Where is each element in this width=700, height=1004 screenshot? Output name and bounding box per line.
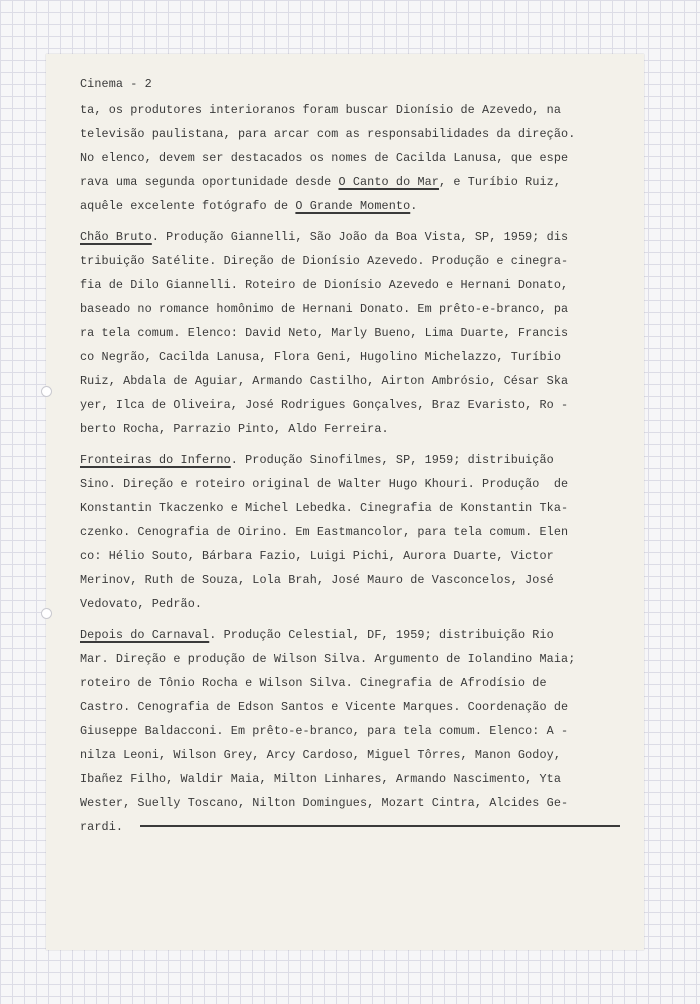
film-entry-line bbox=[80, 815, 622, 839]
page-text bbox=[80, 72, 622, 839]
intro-line bbox=[80, 170, 622, 194]
text-run: yer, Ilca de Oliveira, José Rodrigues Gonçalves, Braz Evaristo, Ro - bbox=[80, 398, 569, 412]
entry-gap bbox=[80, 218, 622, 225]
film-entry-line bbox=[80, 544, 622, 568]
text-run: rava uma segunda oportunidade desde bbox=[80, 175, 339, 189]
film-title: O Grande Momento bbox=[295, 199, 411, 213]
film-entry-line bbox=[80, 369, 622, 393]
film-title: O Canto do Mar bbox=[338, 175, 439, 189]
film-entry-line bbox=[80, 767, 622, 791]
end-rule bbox=[140, 825, 620, 827]
film-entry-line bbox=[80, 743, 622, 767]
text-run: baseado no romance homônimo de Hernani Donato. Em prêto-e-branco, pa bbox=[80, 302, 569, 316]
page-header: Cinema - 2 bbox=[80, 77, 152, 91]
text-run: roteiro de Tônio Rocha e Wilson Silva. Cinegrafia de Afrodísio de bbox=[80, 676, 547, 690]
text-run: . Produção Giannelli, São João da Boa Vista, SP, 1959; dis bbox=[151, 230, 569, 244]
text-run: aquêle excelente fotógrafo de bbox=[80, 199, 296, 213]
film-entry-line bbox=[80, 791, 622, 815]
film-entry-line bbox=[80, 719, 622, 743]
film-entry-line bbox=[80, 393, 622, 417]
film-entry-line bbox=[80, 448, 622, 472]
text-run: berto Rocha, Parrazio Pinto, Aldo Ferreira. bbox=[80, 422, 389, 436]
text-run: tribuição Satélite. Direção de Dionísio Azevedo. Produção e cinegra- bbox=[80, 254, 569, 268]
text-run: ta, os produtores interioranos foram buscar Dionísio de Azevedo, na bbox=[80, 103, 562, 117]
intro-line bbox=[80, 122, 622, 146]
entry-gap bbox=[80, 616, 622, 623]
film-entry-line bbox=[80, 695, 622, 719]
text-run: fia de Dilo Giannelli. Roteiro de Dionísio Azevedo e Hernani Donato, bbox=[80, 278, 569, 292]
film-entry-line bbox=[80, 297, 622, 321]
text-run: nilza Leoni, Wilson Grey, Arcy Cardoso, Miguel Tôrres, Manon Godoy, bbox=[80, 748, 562, 762]
text-run: czenko. Cenografia de Oirino. Em Eastmancolor, para tela comum. Elen bbox=[80, 525, 569, 539]
text-run: Sino. Direção e roteiro original de Walter Hugo Khouri. Produção de bbox=[80, 477, 569, 491]
film-entry-line bbox=[80, 321, 622, 345]
text-run: Merinov, Ruth de Souza, Lola Brah, José Mauro de Vasconcelos, José bbox=[80, 573, 554, 587]
film-entry-line bbox=[80, 417, 622, 441]
punch-hole bbox=[41, 608, 52, 619]
text-run: No elenco, devem ser destacados os nomes de Cacilda Lanusa, que espe bbox=[80, 151, 569, 165]
film-title: Chão Bruto bbox=[80, 230, 152, 244]
film-entry-line bbox=[80, 273, 622, 297]
entry-gap bbox=[80, 441, 622, 448]
punch-hole bbox=[41, 386, 52, 397]
film-entry-line bbox=[80, 225, 622, 249]
film-entry-line bbox=[80, 249, 622, 273]
text-run: Giuseppe Baldacconi. Em prêto-e-branco, para tela comum. Elenco: A - bbox=[80, 724, 569, 738]
text-run: co Negrão, Cacilda Lanusa, Flora Geni, Hugolino Michelazzo, Turíbio bbox=[80, 350, 562, 364]
text-run: , e Turíbio Ruiz, bbox=[438, 175, 562, 189]
text-run: Ibañez Filho, Waldir Maia, Milton Linhares, Armando Nascimento, Yta bbox=[80, 772, 562, 786]
intro-line bbox=[80, 194, 622, 218]
film-entry-line bbox=[80, 496, 622, 520]
intro-line bbox=[80, 146, 622, 170]
film-title: Fronteiras do Inferno bbox=[80, 453, 231, 467]
film-entry-line bbox=[80, 568, 622, 592]
text-run: Castro. Cenografia de Edson Santos e Vicente Marques. Coordenação de bbox=[80, 700, 569, 714]
document-body bbox=[80, 98, 622, 839]
text-run: . Produção Sinofilmes, SP, 1959; distribuição bbox=[230, 453, 554, 467]
film-entry-line bbox=[80, 623, 622, 647]
text-run: rardi. bbox=[80, 820, 124, 834]
text-run: co: Hélio Souto, Bárbara Fazio, Luigi Pichi, Aurora Duarte, Victor bbox=[80, 549, 554, 563]
text-run: . bbox=[410, 199, 418, 213]
film-entry-line bbox=[80, 647, 622, 671]
text-run: televisão paulistana, para arcar com as responsabilidades da direção. bbox=[80, 127, 576, 141]
text-run: . Produção Celestial, DF, 1959; distribuição Rio bbox=[209, 628, 554, 642]
text-run: ra tela comum. Elenco: David Neto, Marly Bueno, Lima Duarte, Francis bbox=[80, 326, 569, 340]
text-run: Mar. Direção e produção de Wilson Silva. Argumento de Iolandino Maia; bbox=[80, 652, 576, 666]
film-entry-line bbox=[80, 472, 622, 496]
text-run: Konstantin Tkaczenko e Michel Lebedka. Cinegrafia de Konstantin Tka- bbox=[80, 501, 569, 515]
text-run: Wester, Suelly Toscano, Nilton Domingues, Mozart Cintra, Alcides Ge- bbox=[80, 796, 569, 810]
film-entry-line bbox=[80, 345, 622, 369]
text-run: Vedovato, Pedrão. bbox=[80, 597, 203, 611]
film-entry-line bbox=[80, 671, 622, 695]
film-entry-line bbox=[80, 592, 622, 616]
film-entry-line bbox=[80, 520, 622, 544]
text-run: Ruiz, Abdala de Aguiar, Armando Castilho, Airton Ambrósio, César Ska bbox=[80, 374, 569, 388]
intro-line bbox=[80, 98, 622, 122]
film-title: Depois do Carnaval bbox=[80, 628, 210, 642]
